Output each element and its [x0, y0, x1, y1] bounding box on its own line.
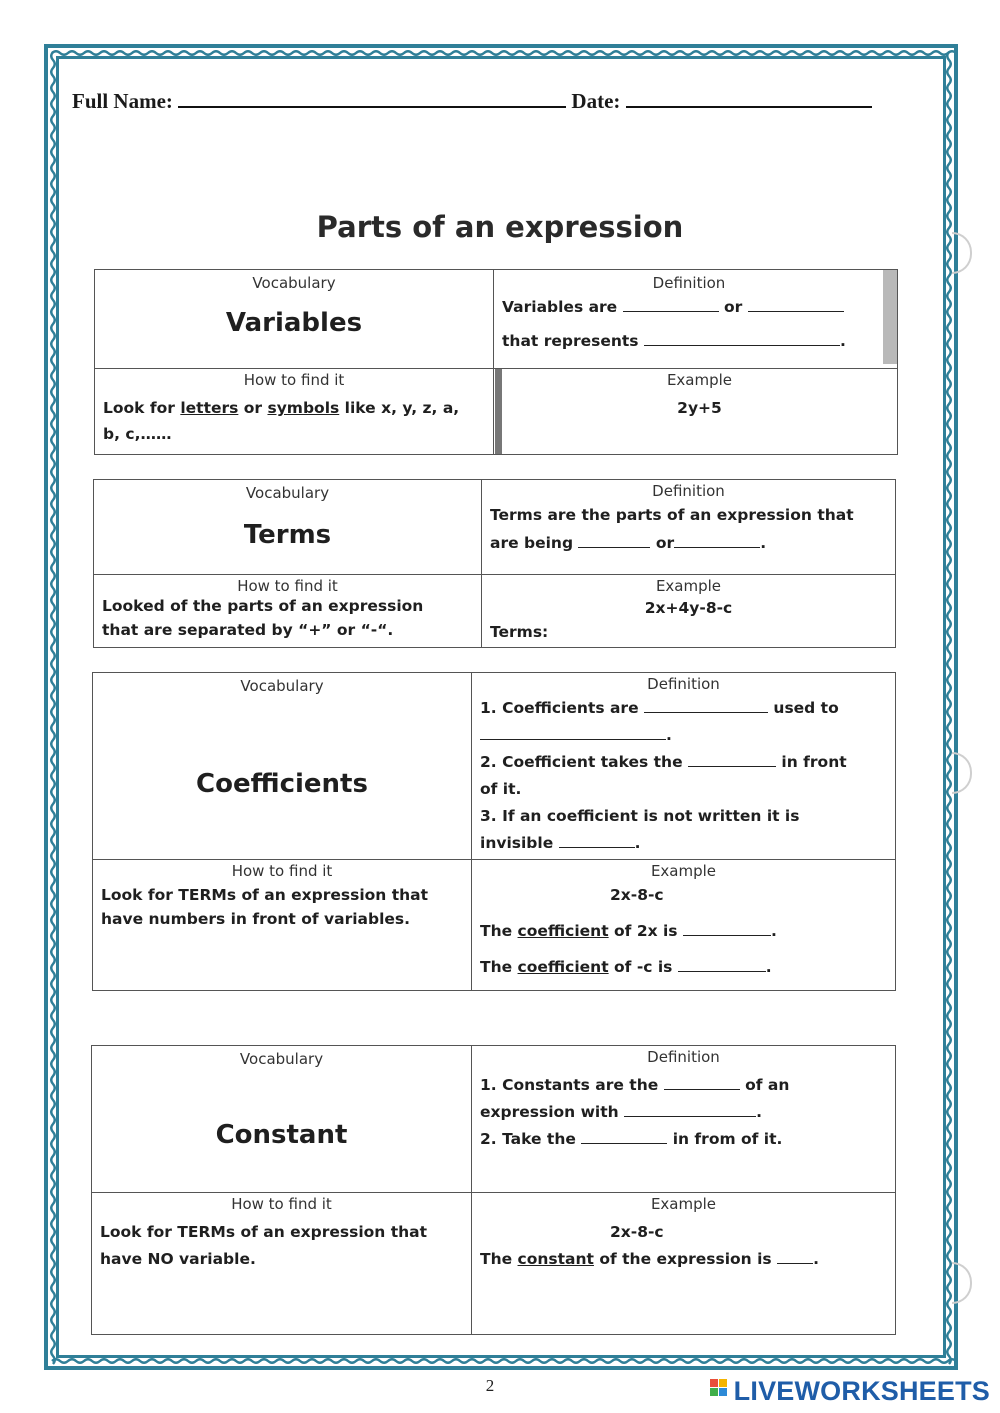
example-cell — [472, 860, 895, 990]
how-cell — [92, 1193, 471, 1334]
terms-card — [93, 479, 896, 648]
name-date-header — [72, 88, 902, 114]
how-line-2: that are separated by “+” or “-“. — [102, 621, 394, 639]
example-line: The constant of the expression is . — [480, 1250, 819, 1268]
answer-blank[interactable] — [748, 296, 844, 312]
vocab-cell — [92, 1046, 471, 1192]
date-field[interactable] — [626, 88, 872, 108]
how-line-1: Look for letters or symbols like x, y, z, a, — [103, 399, 460, 417]
definition-line-2: 2. Coefficient takes the in front — [480, 753, 847, 771]
how-cell — [93, 860, 471, 990]
definition-cell — [482, 480, 895, 574]
vocab-caption: Vocabulary — [240, 677, 324, 695]
vocab-word: Variables — [225, 308, 363, 338]
definition-caption: Definition — [652, 482, 725, 500]
definition-caption: Definition — [647, 1048, 720, 1066]
definition-caption: Definition — [652, 274, 726, 292]
definition-line-2: 2. Take the in from of it. — [480, 1130, 783, 1148]
example-expression: 2x-8-c — [610, 1223, 664, 1241]
definition-line-2: are being or . — [490, 534, 767, 552]
example-expression: 2x-8-c — [610, 886, 664, 904]
vocab-word: Coefficients — [196, 769, 368, 799]
how-line-2: have numbers in front of variables. — [101, 910, 411, 928]
example-line-1: The coefficient of 2x is . — [480, 922, 777, 940]
wave-line — [51, 52, 55, 1364]
example-expression: 2y+5 — [677, 399, 722, 417]
answer-blank[interactable] — [623, 296, 719, 312]
definition-line-3: 3. If an coefficient is not written it is — [480, 807, 800, 825]
answer-blank[interactable] — [480, 724, 666, 740]
answer-blank[interactable] — [777, 1248, 813, 1264]
constant-card — [91, 1045, 896, 1335]
vocab-caption: Vocabulary — [252, 274, 336, 292]
answer-blank[interactable] — [578, 532, 650, 548]
example-caption: Example — [650, 1195, 717, 1213]
answer-blank[interactable] — [581, 1128, 667, 1144]
definition-line-1-cont: . — [480, 722, 672, 749]
wave-line — [52, 1359, 954, 1363]
example-caption: Example — [650, 862, 717, 880]
full-name-field[interactable] — [178, 88, 566, 108]
binder-hole — [952, 1262, 972, 1304]
how-line-2: b, c,…… — [103, 425, 172, 443]
example-caption: Example — [655, 577, 722, 595]
vocab-word: Constant — [215, 1120, 348, 1150]
logo-icon — [710, 1379, 730, 1403]
definition-line-1-cont: expression with . — [480, 1103, 762, 1121]
how-cell — [95, 369, 493, 454]
example-cell — [472, 1193, 895, 1334]
answer-blank[interactable] — [644, 697, 768, 713]
answer-blank[interactable] — [644, 330, 840, 346]
how-caption: How to find it — [231, 862, 333, 880]
wave-line — [52, 51, 954, 55]
example-terms-label: Terms: — [490, 623, 549, 641]
how-line-1: Look for TERMs of an expression that — [101, 886, 429, 904]
how-line-2: have NO variable. — [100, 1250, 256, 1268]
answer-blank[interactable] — [688, 751, 776, 767]
definition-line-1: 1. Coefficients are used to — [480, 699, 839, 717]
how-line-1: Looked of the parts of an expression — [102, 597, 424, 615]
example-cell — [482, 575, 895, 647]
liveworksheets-logo — [710, 1376, 990, 1406]
how-line-1: Look for TERMs of an expression that — [100, 1223, 428, 1241]
vocab-caption: Vocabulary — [245, 484, 330, 502]
variables-card — [94, 269, 898, 455]
answer-blank[interactable] — [683, 920, 771, 936]
vocab-cell — [94, 480, 481, 574]
definition-cell — [494, 270, 884, 368]
answer-blank[interactable] — [624, 1101, 756, 1117]
page-title: Parts of an expression — [316, 210, 684, 244]
coefficients-card — [92, 672, 896, 991]
vocab-cell — [95, 270, 493, 368]
date-label: Date: — [571, 89, 621, 113]
answer-blank[interactable] — [559, 832, 635, 848]
how-caption: How to find it — [243, 371, 345, 389]
definition-cell — [472, 1046, 895, 1192]
answer-blank[interactable] — [674, 532, 760, 548]
definition-line-2-cont: of it. — [480, 780, 522, 798]
binder-hole — [952, 752, 972, 794]
wave-line — [947, 52, 951, 1364]
example-cell — [502, 369, 897, 454]
vocab-word: Terms — [243, 520, 332, 550]
how-cell — [94, 575, 481, 647]
definition-line-1: Terms are the parts of an expression that — [490, 506, 854, 524]
full-name-label: Full Name: — [72, 89, 173, 113]
answer-blank[interactable] — [678, 956, 766, 972]
definition-line-1: 1. Constants are the of an — [480, 1076, 790, 1094]
divider-shadow — [495, 369, 502, 454]
vocab-caption: Vocabulary — [239, 1050, 324, 1068]
vocab-cell — [93, 673, 471, 859]
definition-caption: Definition — [647, 675, 720, 693]
page-number: 2 — [485, 1376, 495, 1395]
definition-cell — [472, 673, 895, 859]
example-expression: 2x+4y-8-c — [644, 599, 733, 617]
scroll-strip — [883, 270, 897, 364]
definition-line-3-cont: invisible . — [480, 834, 641, 852]
example-caption: Example — [666, 371, 733, 389]
how-caption: How to find it — [237, 577, 338, 595]
brand-text: LIVEWORKSHEETS — [733, 1375, 990, 1406]
definition-line-2: that represents . — [502, 332, 846, 350]
how-caption: How to find it — [231, 1195, 332, 1213]
answer-blank[interactable] — [664, 1074, 740, 1090]
example-line-2: The coefficient of -c is . — [480, 958, 772, 976]
definition-line-1: Variables are or — [502, 294, 844, 321]
